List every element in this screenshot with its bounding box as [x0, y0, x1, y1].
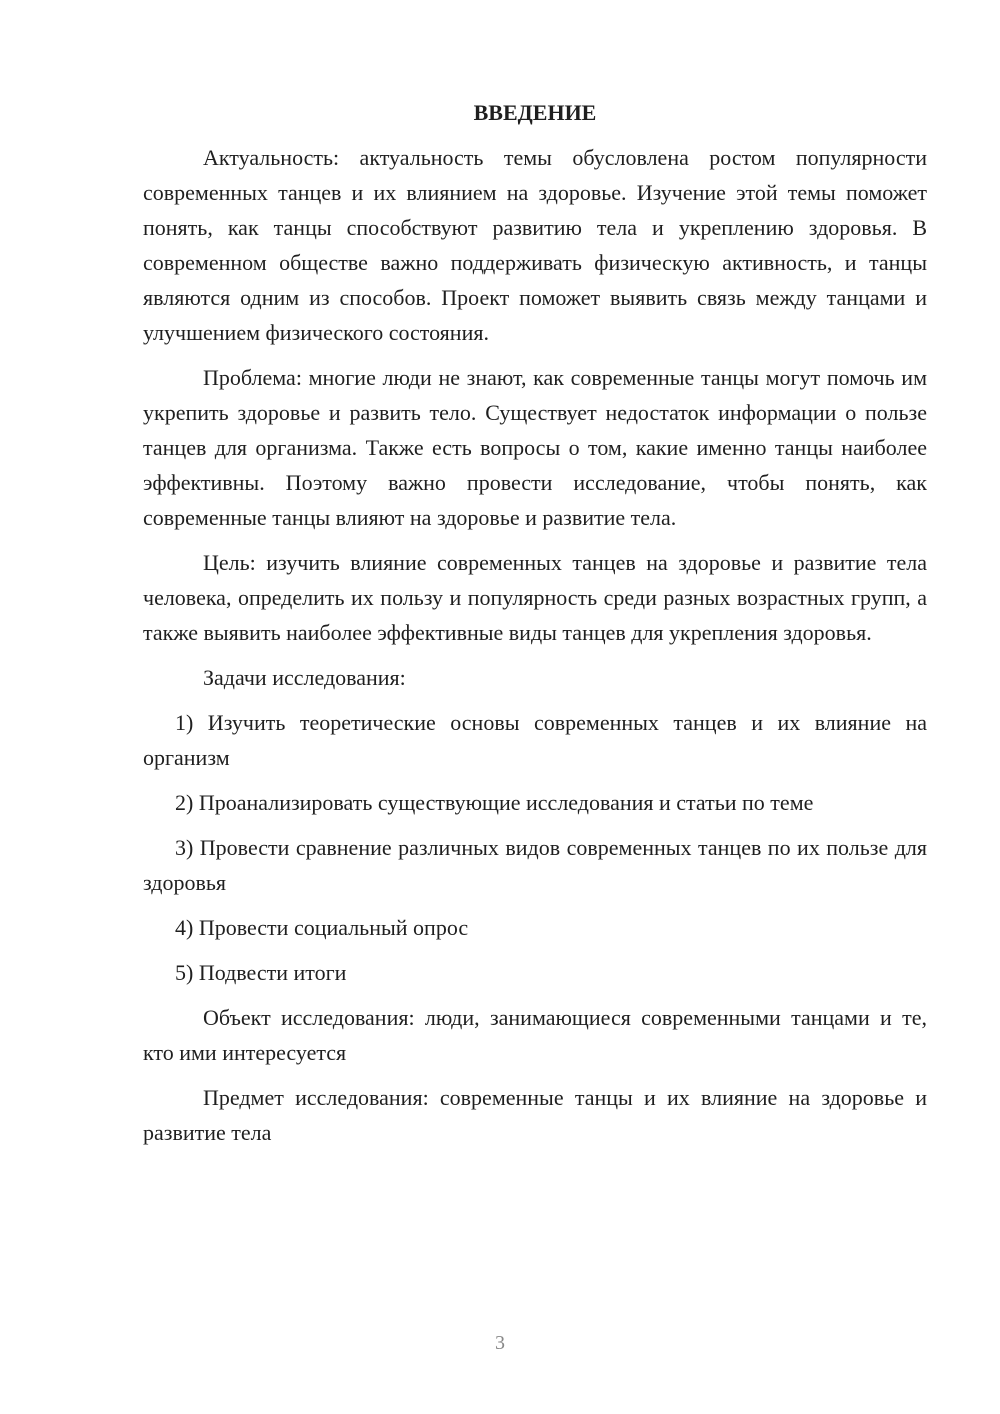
page-number: 3 — [495, 1332, 505, 1354]
page-content — [143, 95, 927, 1160]
tasks-heading: Задачи исследования: — [203, 665, 406, 690]
relevance-paragraph: Актуальность: актуальность темы обусловлена ростом популярности современных танцев и их влиянием на здоровье. Изучение этой темы поможет понять, как танцы способствуют развитию тела и укреплению здоровья. В современном обществе важно поддерживать физическую активность, и танцы являются одним из способов. Проект поможет выявить связь между танцами и улучшением физического состояния. — [143, 145, 927, 345]
task-item: 4) Провести социальный опрос — [175, 915, 469, 940]
problem-paragraph: Проблема: многие люди не знают, как современные танцы могут помочь им укрепить здоровье и развить тело. Существует недостаток информации о пользе танцев для организма. Также есть вопросы о том, какие именно танцы наиболее эффективны. Поэтому важно провести исследование, чтобы понять, как современные танцы влияют на здоровье и развитие тела. — [143, 365, 927, 530]
object-paragraph: Объект исследования: люди, занимающиеся современными танцами и те, кто ими интересуется — [143, 1005, 927, 1065]
task-item: 2) Проанализировать существующие исследования и статьи по теме — [175, 790, 814, 815]
subject-paragraph: Предмет исследования: современные танцы и их влияние на здоровье и развитие тела — [143, 1085, 927, 1145]
goal-paragraph: Цель: изучить влияние современных танцев на здоровье и развитие тела человека, определить их пользу и популярность среди разных возрастных групп, а также выявить наиболее эффективные виды танцев для укрепления здоровья. — [143, 550, 927, 645]
section-title: ВВЕДЕНИЕ — [473, 100, 597, 125]
task-item: 3) Провести сравнение различных видов современных танцев по их пользе для здоровья — [143, 835, 927, 895]
task-item: 5) Подвести итоги — [175, 960, 347, 985]
task-item: 1) Изучить теоретические основы современных танцев и их влияние на организм — [143, 710, 927, 770]
